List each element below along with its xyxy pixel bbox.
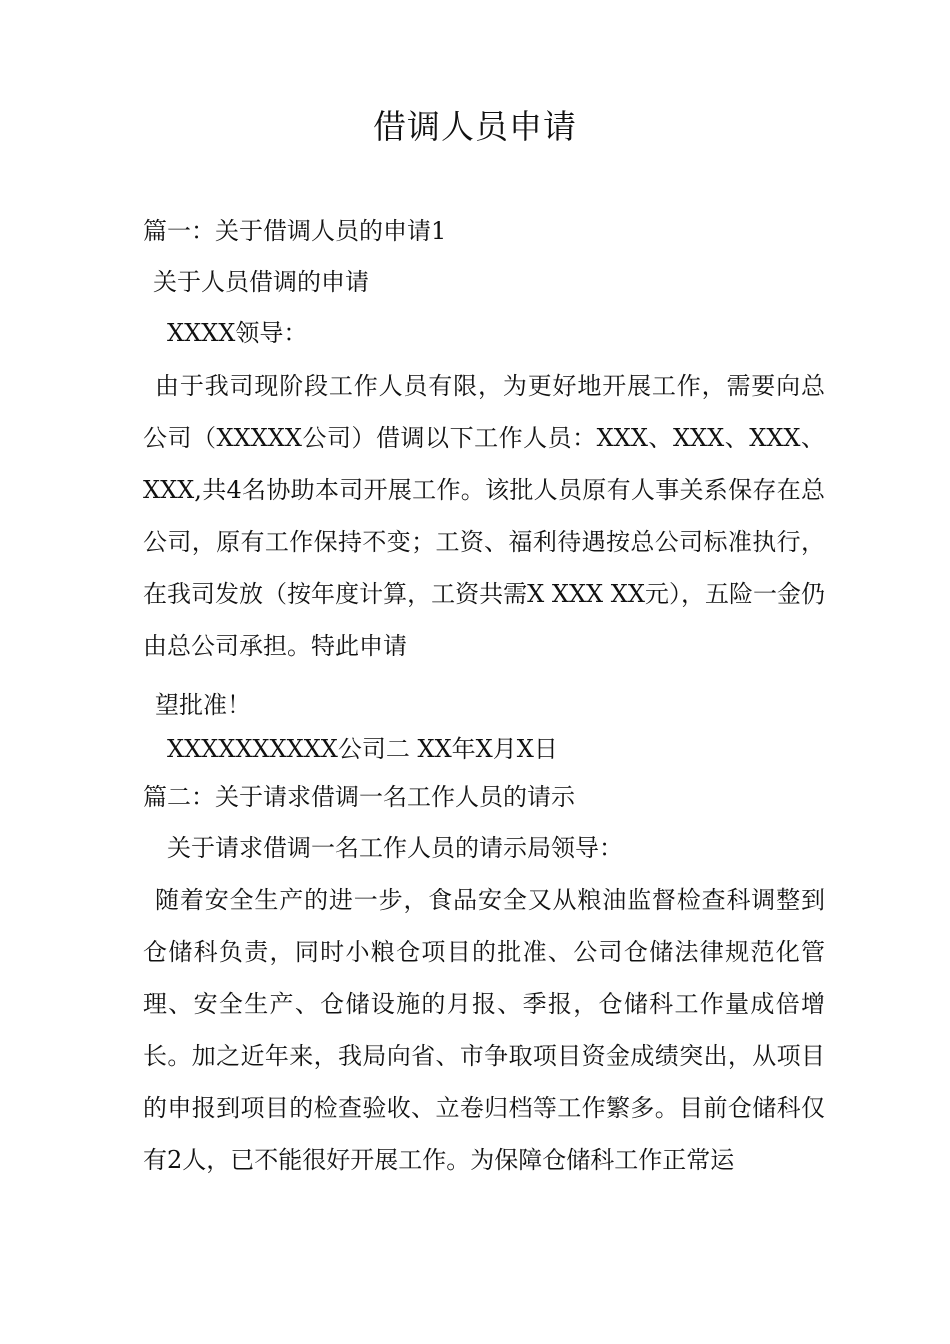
part1-body: 由于我司现阶段工作人员有限，为更好地开展工作，需要向总公司（XXXXX公司）借调以下工作人员：XXX、XXX、XXX、XXX,共4名协助本司开展工作。该批人员原有人事关系保存在总公司，原有工作保持不变；工资、福利待遇按总公司标准执行，在我司发放（按年度计算，工资共需X XXX XX元），五险一金仍由总公司承担。特此申请 bbox=[143, 372, 825, 660]
part1-subtitle: 关于人员借调的申请 bbox=[153, 268, 369, 296]
part2-subtitle: 关于请求借调一名工作人员的请示局领导： bbox=[167, 834, 623, 862]
part1-heading: 篇一：关于借调人员的申请1 bbox=[143, 217, 447, 245]
part1-closing: 望批准！ bbox=[155, 691, 251, 719]
part1-salutation: XXXX领导： bbox=[167, 319, 308, 347]
document-title: 借调人员申请 bbox=[373, 107, 577, 146]
part1-signature: XXXXXXXXXX公司二 XX年X月X日 bbox=[167, 735, 558, 763]
part2-body: 随着安全生产的进一步，食品安全又从粮油监督检查科调整到仓储科负责，同时小粮仓项目的批准、公司仓储法律规范化管理、安全生产、仓储设施的月报、季报，仓储科工作量成倍增长。加之近年来，我局向省、市争取项目资金成绩突出，从项目的申报到项目的检查验收、立卷归档等工作繁多。目前仓储科仅有2人，已不能很好开展工作。为保障仓储科工作正常运 bbox=[143, 886, 825, 1174]
part2-heading: 篇二：关于请求借调一名工作人员的请示 bbox=[143, 783, 575, 811]
